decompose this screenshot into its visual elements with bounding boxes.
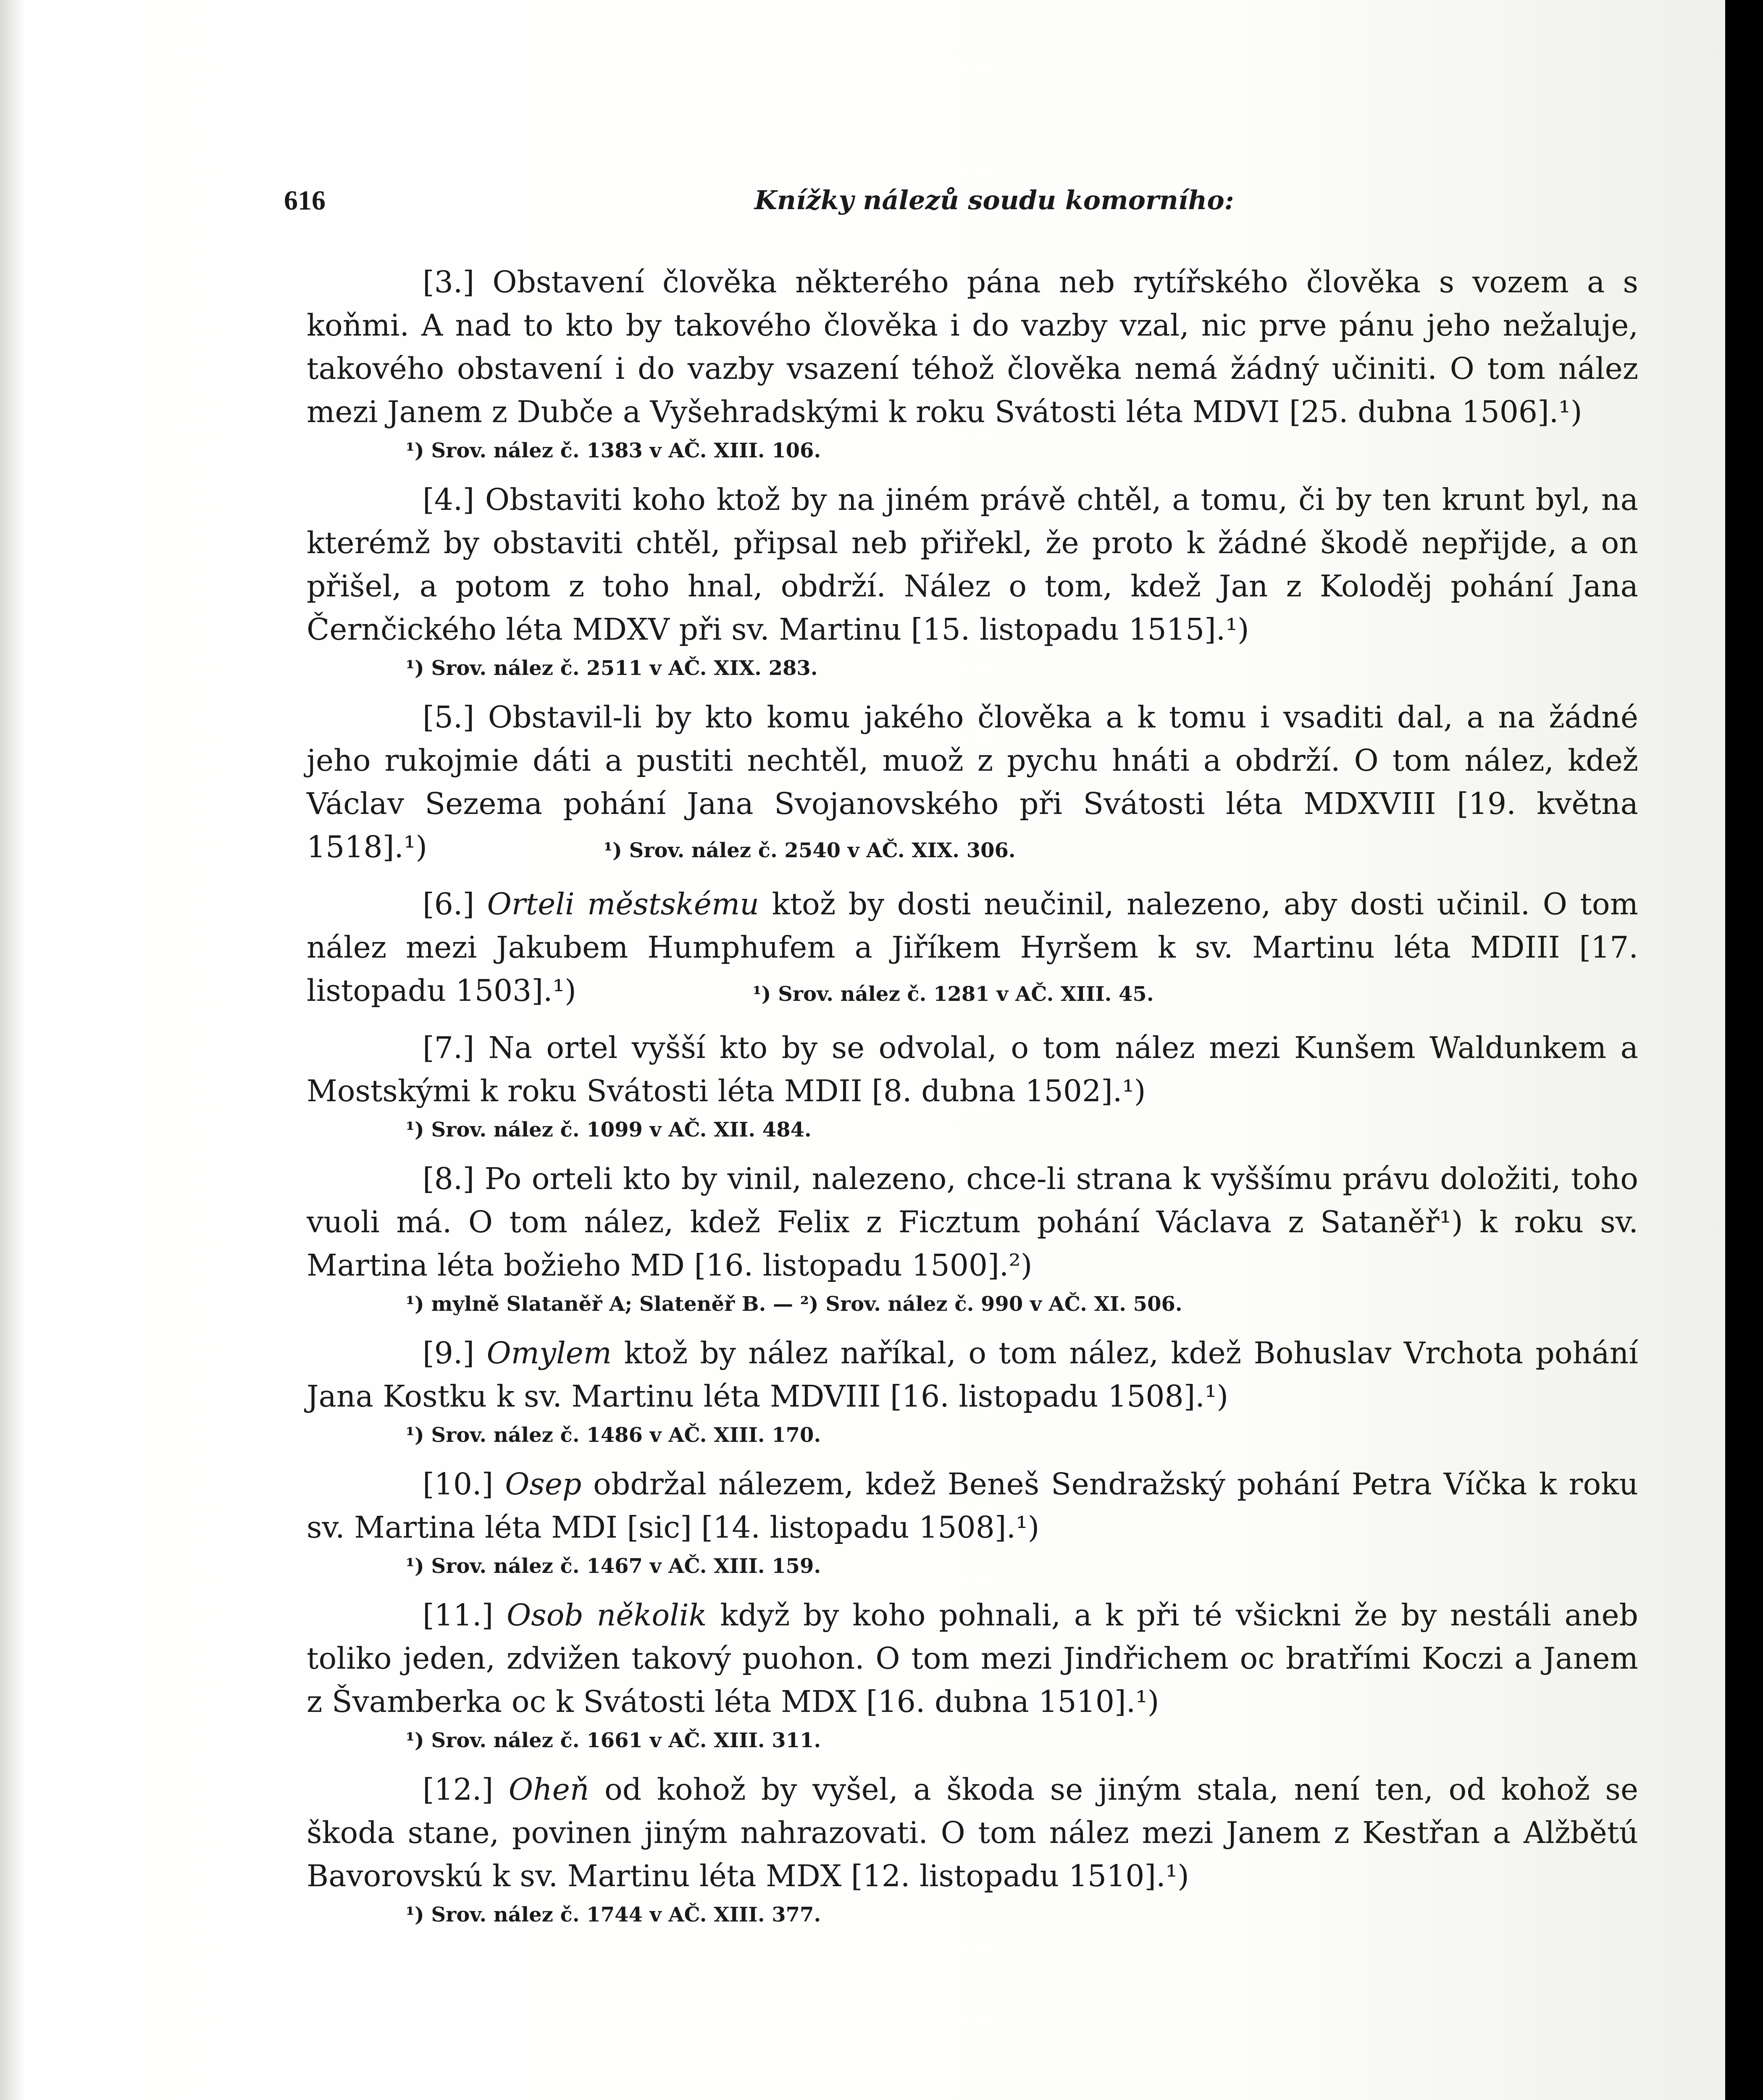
- entry-keyword: Oheň: [508, 1772, 589, 1807]
- entry-keyword: Omylem: [486, 1336, 612, 1370]
- paragraph: [307, 260, 1638, 433]
- entry-9: [307, 1331, 1638, 1452]
- entry-11: [307, 1593, 1638, 1758]
- entry-keyword: Osep: [505, 1467, 582, 1502]
- paragraph: [307, 1026, 1638, 1113]
- footnote: ¹) Srov. nález č. 1744 v AČ. XIII. 377.: [406, 1903, 821, 1927]
- entry-text: Obstaviti koho ktož by na jiném právě chtěl, a tomu, či by ten krunt byl, na kterémž by obstaviti chtěl, připsal neb přiřekl, že proto k žádné škodě nepřijde, a on přišel, a potom z toho hnal, obdrží. Nález o tom, kdež Jan z Koloděj pohání Jana Černčického léta MDXV při sv. Martinu [15. listopadu 1515].¹): [307, 482, 1638, 647]
- entry-number: [5.]: [423, 700, 475, 735]
- footnote: ¹) Srov. nález č. 2511 v AČ. XIX. 283.: [406, 656, 818, 680]
- entry-text: Po orteli kto by vinil, nalezeno, chce-li strana k vyššímu právu doložiti, toho vuoli má. O tom nález, kdež Felix z Ficztum pohání Václava z Sataněř¹) k roku sv. Martina léta božieho MD [16. listopadu 1500].²): [307, 1161, 1638, 1283]
- paragraph: [307, 1593, 1638, 1723]
- footnote: ¹) Srov. nález č. 1467 v AČ. XIII. 159.: [406, 1554, 821, 1578]
- entry-number: [10.]: [423, 1467, 494, 1502]
- entry-4: [307, 478, 1638, 685]
- entry-number: [7.]: [423, 1030, 475, 1065]
- entry-number: [8.]: [423, 1161, 475, 1196]
- entry-number: [6.]: [423, 887, 475, 921]
- paragraph: [307, 1157, 1638, 1287]
- entry-8: [307, 1157, 1638, 1321]
- entry-3: [307, 260, 1638, 468]
- entry-10: [307, 1462, 1638, 1583]
- entry-number: [3.]: [423, 265, 475, 299]
- entry-text: ktož by nález naříkal, o tom nález, kdež Bohuslav Vrchota pohání Jana Kostku k sv. Martinu léta MDVIII [16. listopadu 1508].¹): [307, 1336, 1639, 1414]
- entry-number: [11.]: [423, 1598, 494, 1633]
- entry-text: od kohož by vyšel, a škoda se jiným stala, není ten, od kohož se škoda stane, povinen jiným nahrazovati. O tom nález mezi Janem z Kestřan a Alžbětú Bavorovskú k sv. Martinu léta MDX [12. listopadu 1510].¹): [307, 1772, 1638, 1893]
- footnote: ¹) mylně Slataněř A; Slateněř B. — ²) Srov. nález č. 990 v AČ. XI. 506.: [406, 1292, 1182, 1316]
- footnote: ¹) Srov. nález č. 1383 v AČ. XIII. 106.: [406, 439, 821, 462]
- entry-text: Na ortel vyšší kto by se odvolal, o tom nález mezi Kunšem Waldunkem a Mostskými k roku Svátosti léta MDII [8. dubna 1502].¹): [307, 1030, 1638, 1108]
- entry-12: [307, 1768, 1638, 1932]
- entry-text: obdržal nálezem, kdež Beneš Sendražský pohání Petra Víčka k roku sv. Martina léta MDI [sic] [14. listopadu 1508].¹): [307, 1467, 1638, 1545]
- page-header: [284, 185, 1679, 223]
- footnote: ¹) Srov. nález č. 1486 v AČ. XIII. 170.: [406, 1423, 821, 1447]
- footnote: ¹) Srov. nález č. 1099 v AČ. XII. 484.: [406, 1118, 812, 1142]
- footnote: ¹) Srov. nález č. 2540 v AČ. XIX. 306.: [604, 839, 1016, 862]
- footnote: ¹) Srov. nález č. 1281 v AČ. XIII. 45.: [752, 982, 1154, 1006]
- paragraph: [307, 478, 1638, 651]
- main-text: [307, 260, 1638, 1942]
- paragraph: [307, 1768, 1638, 1898]
- page-number: 616: [284, 185, 326, 216]
- entry-text: Obstavení člověka některého pána neb rytířského člověka s vozem a s koňmi. A nad to kto by takového člověka i do vazby vzal, nic prve pánu jeho nežaluje, takového obstavení i do vazby vsazení téhož člověka nemá žádný učiniti. O tom nález mezi Janem z Dubče a Vyšehradskými k roku Svátosti léta MDVI [25. dubna 1506].¹): [307, 265, 1638, 429]
- paragraph: [307, 696, 1638, 872]
- entry-text: když by koho pohnali, a k při té všickni že by nestáli aneb toliko jeden, zdvižen takový puohon. O tom mezi Jindřichem oc bratřími Koczi a Janem z Švamberka oc k Svátosti léta MDX [16. dubna 1510].¹): [307, 1598, 1639, 1719]
- footnote: ¹) Srov. nález č. 1661 v AČ. XIII. 311.: [406, 1729, 821, 1752]
- entry-number: [9.]: [423, 1336, 475, 1370]
- paragraph: [307, 1462, 1638, 1549]
- paragraph: [307, 1331, 1638, 1418]
- entry-5: [307, 696, 1638, 872]
- entry-number: [12.]: [423, 1772, 494, 1807]
- page-gutter-shadow: [0, 0, 25, 2100]
- entry-keyword: Osob několik: [507, 1598, 707, 1633]
- entry-text: ktož by dosti neučinil, nalezeno, aby dosti učinil. O tom nález mezi Jakubem Humphufem a Jiříkem Hyršem k sv. Martinu léta MDIII [17. listopadu 1503].¹): [307, 887, 1638, 1008]
- scan-border: [1725, 0, 1763, 2100]
- entry-6: [307, 882, 1638, 1016]
- paragraph: [307, 882, 1638, 1016]
- entry-text: Obstavil-li by kto komu jakého člověka a k tomu i vsaditi dal, a na žádné jeho rukojmie dáti a pustiti nechtěl, muož z pychu hnáti a obdrží. O tom nález, kdež Václav Sezema pohání Jana Svojanovského při Svátosti léta MDXVIII [19. května 1518].¹): [307, 700, 1639, 864]
- entry-keyword: Orteli městskému: [487, 887, 759, 921]
- entry-7: [307, 1026, 1638, 1147]
- entry-number: [4.]: [423, 482, 475, 517]
- running-head: Knížky nálezů soudu komorního:: [754, 185, 1234, 215]
